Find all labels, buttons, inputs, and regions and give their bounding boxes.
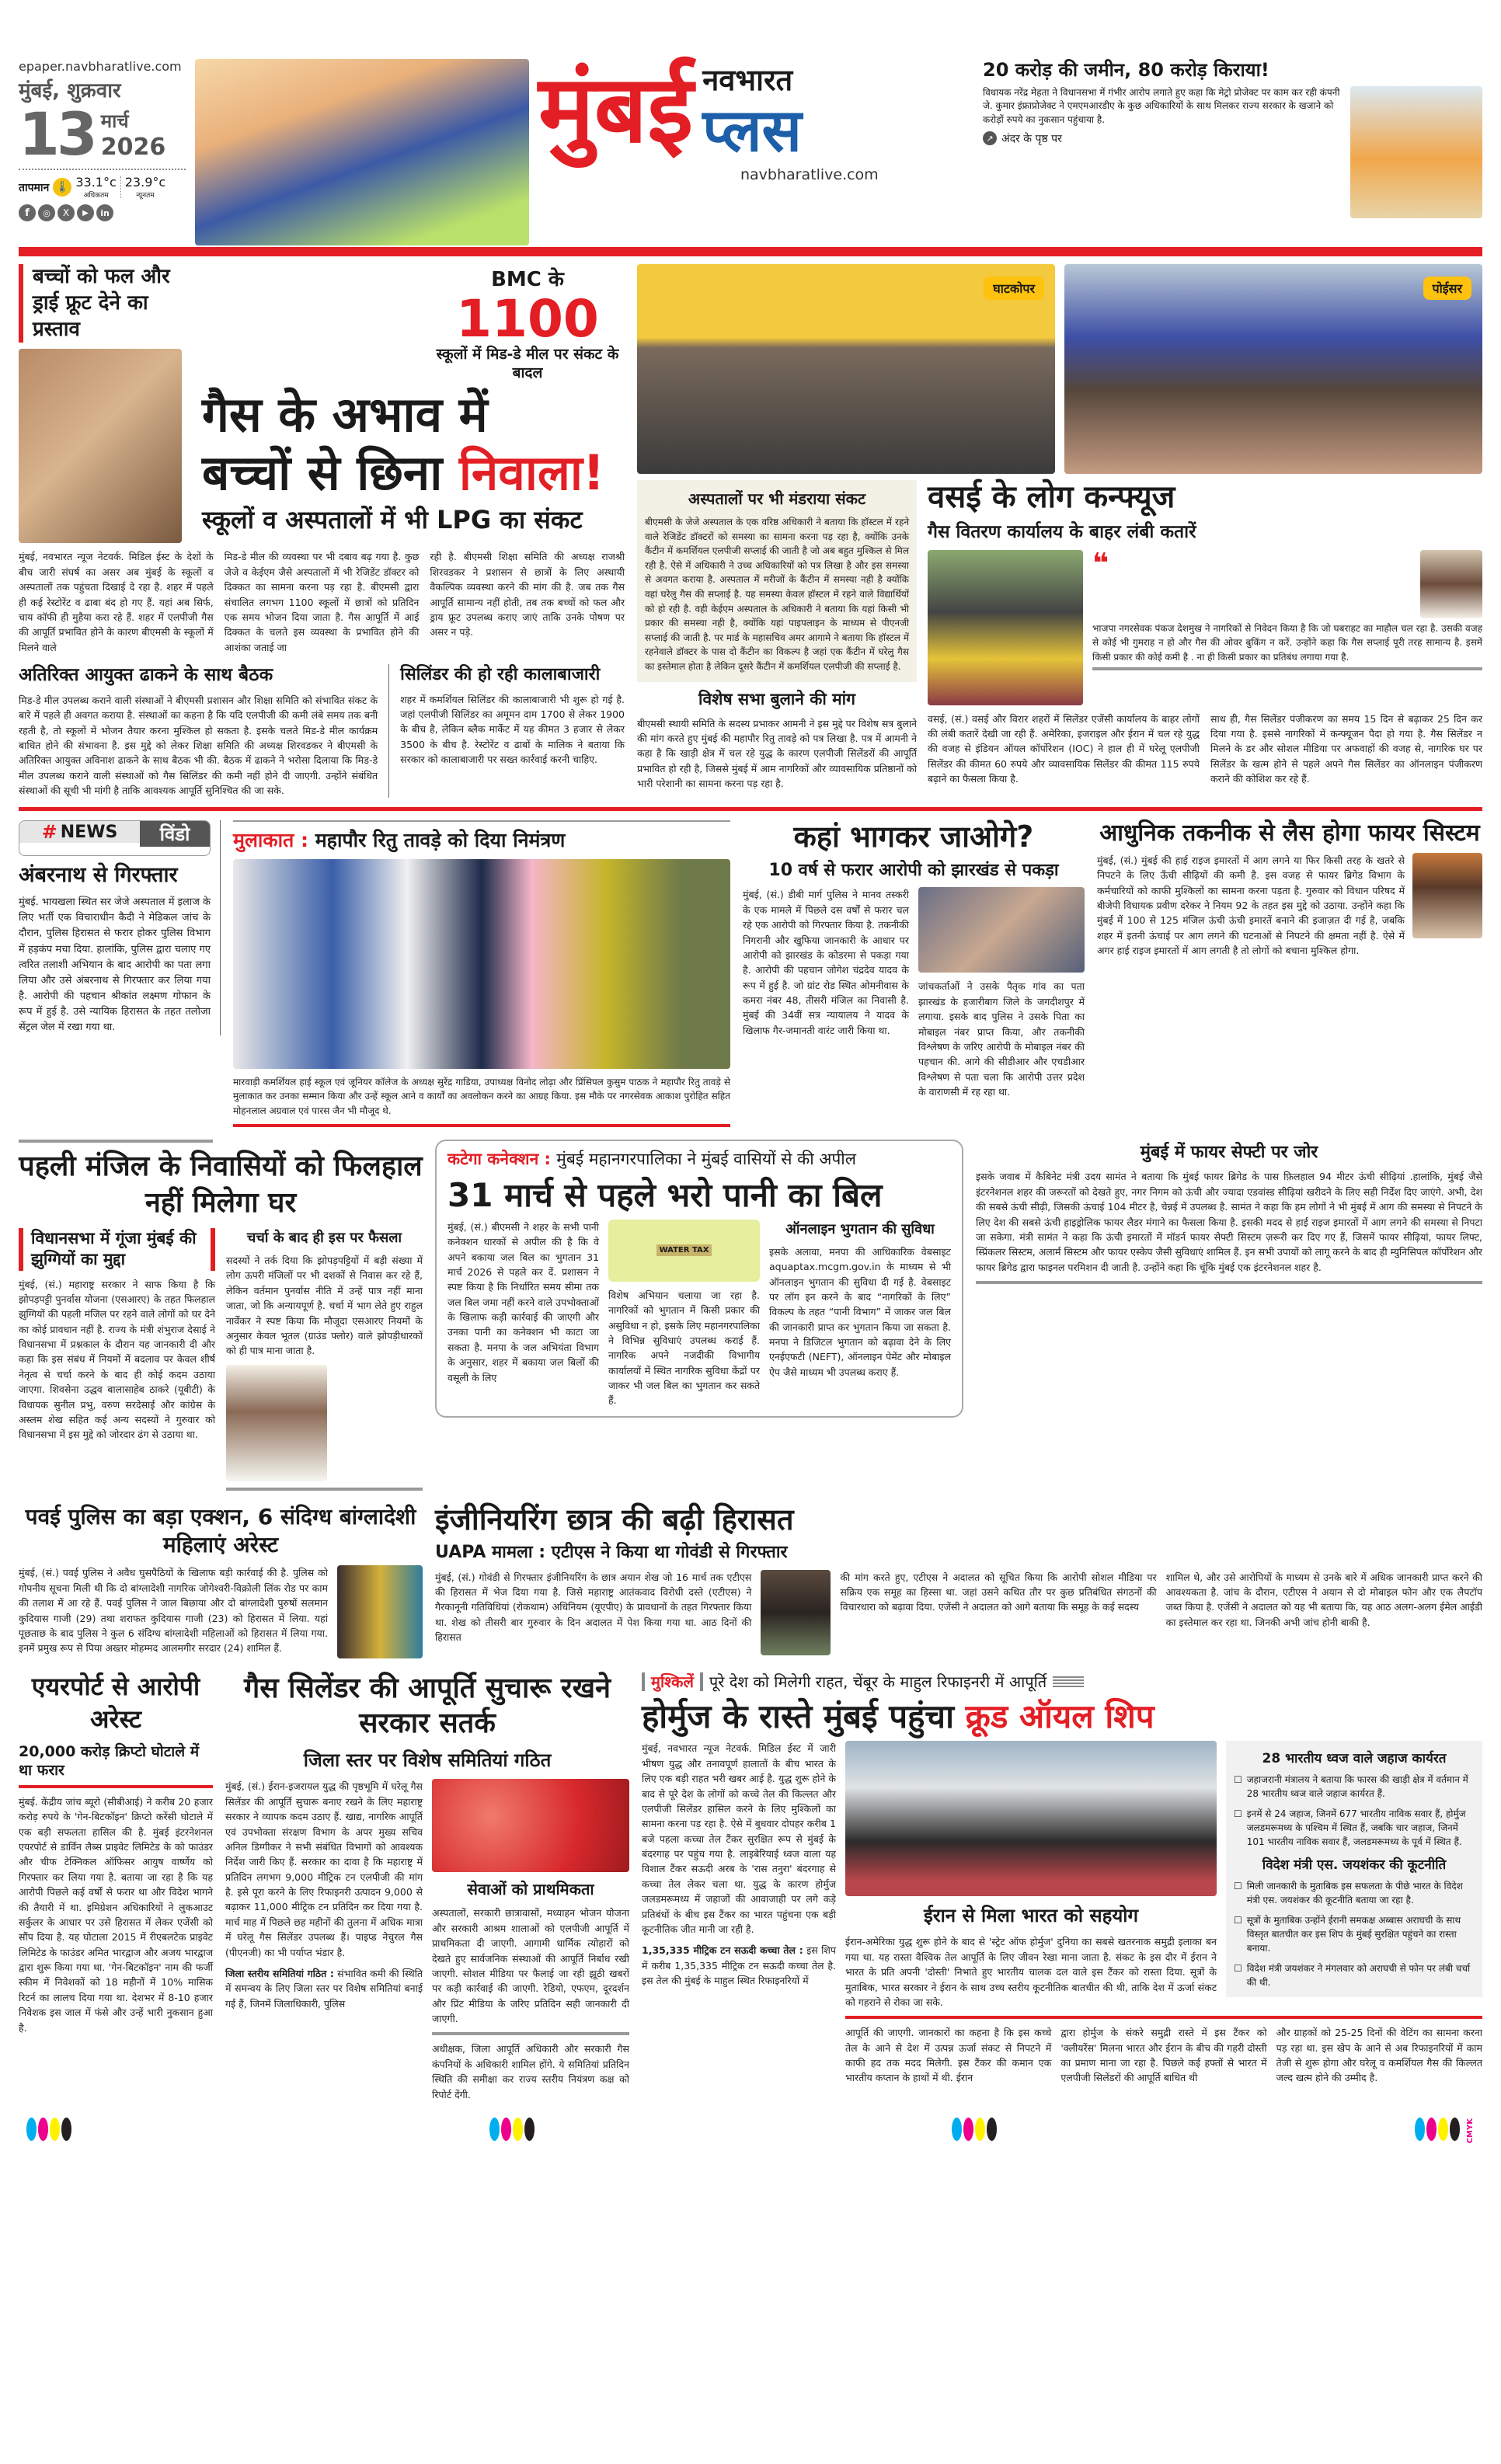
hormuz-text-5: और ग्राहकों को 25-25 दिनों की वेटिंग का सामना करना पड़ रहा था. इस खेप के आने से अब रिफाइनरियों में काम तेजी से शुरू होगा और घरेलू व कमर्शियल गैस की किल्लत जल्द खत्म होने की उम्मीद है. xyxy=(1276,2027,1482,2084)
fire-text: मुंबई, (सं.) मुंबई की हाई राइज इमारतों में आग लगने या फिर किसी तरह के खतरे से निपटने के लिए ऊँची सीढ़ियों की कमी है. इस वजह से फायर ब्रिगेड विभाग के कर्मचारियों को काफी मुश्किलों का सामना करना पड़ता है. गुरुवार को विधान परिषद में बीजेपी विधायक प्रवीण दरेकर ने नियम 92 के तहत इस मुद्दे को उठाया. उन्होंने कहा कि मुंबई में 100 से 125 मंजिल ऊंची ऊंची इमारतें बनाने की इजाज़त दी गई है, जबकि शहर में इतनी ऊंचाई पर आग लगने की घटनाओं से निपटने की क्षमता नहीं है. ऐसे में अगर हाई राइज इमारतों में आग लगती है तो लोगों को बचाना मुश्किल होगा. xyxy=(1097,854,1405,957)
hormuz-box-title-2: विदेश मंत्री एस. जयशंकर की कूटनीति xyxy=(1262,1857,1447,1874)
date-year: 2026 xyxy=(100,134,166,161)
checkbox-icon: ☐ xyxy=(1234,1915,1242,1926)
thermometer-icon: 🌡 xyxy=(53,178,71,197)
water-sub-text: इसके अलावा, मनपा की आधिकारिक वेबसाइट aquaptax.mcgm.gov.in के माध्यम से भी ऑनलाइन भुगतान की सुविधा दी गई है. वेबसाइट पर लॉग इन करने के बाद “नागरिकों के लिए” विकल्प के तहत “पानी विभाग” में जाकर जल बिल की जानकारी प्राप्त कर भुगतान किया जा सकता है. मनपा ने डिजिटल भुगतान को बढ़ावा देने के लिए एनईएफटी (NEFT), ऑनलाइन पेमेंट और मोबाइल ऐप जैसे माध्यम भी उपलब्ध कराए हैं. xyxy=(769,1245,951,1378)
hormuz-headline[interactable]: होर्मुज के रास्ते मुंबई पहुंचा क्रूड ऑयल शिप xyxy=(642,1697,1154,1736)
stripes-icon xyxy=(1053,1676,1084,1687)
cmyk-label: CMYK xyxy=(1465,2118,1475,2144)
facebook-icon[interactable]: f xyxy=(19,204,36,221)
hormuz-ship-sub: ईरान से मिला भारत को सहयोग xyxy=(923,1905,1139,1927)
ghatkopar-photo xyxy=(637,264,1055,474)
checkbox-icon: ☐ xyxy=(1234,1808,1242,1820)
bmc-post: स्कूलों में मिड-डे मील पर संकट के बादल xyxy=(436,346,619,382)
title-city: मुंबई xyxy=(538,55,694,164)
print-marks xyxy=(19,2118,1482,2159)
hormuz-kicker: मुश्किलें xyxy=(651,1672,694,1692)
cylinder-supply-text-3: अधीक्षक, जिला आपूर्ति अधिकारी और सरकारी गैस कंपनियों के अधिकारी शामिल होंगे. ये समितियां प्रतिदिन स्थिति की समीक्षा कर राज्य स्तरीय नियंत्रण कक्ष को रिपोर्ट देंगी. xyxy=(432,2043,629,2100)
lead-body-col-2: मिड-डे मील की व्यवस्था पर भी दबाव बढ़ गया है. कुछ जेजे व केईएम जैसे अस्पतालों में भी रेजिडेंट डॉक्टर को दिक्कत का सामना करना पड़ रहा है. बीएमसी द्वारा संचालित लगभग 1100 स्कूलों में छात्रों को प्रतिदिन एक समय भोजन दिया जाता है. गैस आपूर्ति में आई दिक्कत के चलते इस व्यवस्था के प्रभावित होने की आशंका जताई जा xyxy=(224,551,420,653)
crude-oil-ship-photo xyxy=(845,1741,1217,1896)
teaser-text: विधायक नरेंद्र मेहता ने विधानसभा में गंभीर आरोप लगाते हुए कहा कि मेट्रो प्रोजेक्ट पर काम कर रही कंपनी जे. कुमार इंफ्राप्रोजेक्ट ने एमएमआरडीए के कुछ अधिकारियों के साथ मिलकर राज्य सरकार के खजाने को करोड़ों रुपये का नुकसान पहुंचाया है. xyxy=(983,86,1340,125)
poisar-photo xyxy=(1064,264,1482,474)
hormuz-kicker-line xyxy=(642,1671,1482,1692)
bmc-number: 1100 xyxy=(456,289,599,349)
photo-label-poisar: पोईसर xyxy=(1423,277,1471,300)
cylinder-supply-text-2: जिला स्तरीय समितियां गठित : संभावित कमी की स्थिति में समन्वय के लिए जिला स्तर पर विशेष समितियां बनाई गई हैं, जिनमें जिलाधिकारी, पुलिस xyxy=(225,1967,423,2010)
lead-sidebox xyxy=(19,264,190,343)
cmyk-marks-3 xyxy=(952,2118,998,2144)
powai-headline[interactable]: पवई पुलिस का बड़ा एक्शन, 6 संदिग्ध बांग्लादेशी महिलाएं अरेस्ट xyxy=(25,1503,416,1558)
vasai-rule xyxy=(1092,667,1482,670)
jharkhand xyxy=(743,820,1085,1099)
bmc-pre: BMC के xyxy=(491,268,564,291)
pravin-darekar-photo xyxy=(1412,853,1482,938)
brand-top: नवभारत xyxy=(702,63,793,97)
powai xyxy=(19,1503,423,1659)
water-tap-illustration xyxy=(608,1220,760,1282)
lead-body-col-1: मुंबई, नवभारत न्यूज नेटवर्क. मिडिल ईस्ट के देशों के बीच जारी संघर्ष का असर अब मुंबई के स्कूलों व अस्पतालों तक पहुंचता दिखाई दे रहा है. शहर में पहले ही कई रेस्टोरेंट व ढाबा बंद हो गए हैं. यहां अब सिर्फ, चाय कॉफी ही मुहैया करा रहे हैं. शहर में एलपीजी गैस की आपूर्ति प्रभावित होने के कारण बीएमसी के स्कूलों में मिलने वाले xyxy=(19,551,214,653)
legislator-photo xyxy=(226,1365,327,1481)
arrow-icon: ↗ xyxy=(983,131,997,145)
lead-section xyxy=(19,264,1482,798)
date-block xyxy=(19,59,186,221)
slum-bottom-rule xyxy=(226,1488,423,1491)
blackmarket-title: सिलिंडर की हो रही कालाबाजारी xyxy=(400,665,601,685)
lead-headline-highlight: निवाला! xyxy=(458,444,605,502)
fire-sub-title: मुंबई में फायर सेफ्टी पर जोर xyxy=(1140,1143,1318,1163)
date-day: 13 xyxy=(19,99,95,169)
lead-right xyxy=(637,264,1482,791)
hormuz-box2-item-3: ☐ विदेश मंत्री जयशंकर ने मंगलवार को अराघची से फोन पर लंबी चर्चा की थी. xyxy=(1234,1963,1471,1989)
metro-cartoon xyxy=(1350,86,1482,218)
news-window-text: मुंबई. भायखला स्थित सर जेजे अस्पताल में इलाज के लिए भर्ती एक विचाराधीन कैदी ने मेडिकल जांच के दौरान, पुलिस हिरासत से फरार होकर पुलिस विभाग में हड़कंप मचा दिया. हालांकि, पुलिस द्वारा चलाए गए त्वरित तलाशी अभियान के बाद आरोपी का पता लगा लिया और उसे अंबरनाथ से गिरफ्तार कर लिया गया है. आरोपी की पहचान श्रीकांत लक्ष्मण गोफान के रूप में हुई है. उसे न्यायिक हिरासत के तहत तलोजा सेंट्रल जेल में रखा गया था. xyxy=(19,896,211,1034)
special-session-text: बीएमसी स्थायी समिति के सदस्य प्रभाकर आमनी ने इस मुद्दे पर विशेष सत्र बुलाने की मांग करते हुए मुंबई की महापौर रितु तावड़े को पत्र लिखा है. पत्र में आमनी ने कहा है कि खाड़ी क्षेत्र में चल रहे युद्ध के कारण एलपीजी सिलेंडरों की आपूर्ति प्रभावित हो रही है, जिससे मुंबई में आम नागरिकों और व्यावसायिक प्रतिष्ठानों को भारी परेशानी का सामना करना पड़ रहा है. xyxy=(637,717,917,790)
hormuz-box-title: 28 भारतीय ध्वज वाले जहाज कार्यरत xyxy=(1262,1751,1447,1767)
water-sub-title: ऑनलाइन भुगतान की सुविधा xyxy=(785,1220,935,1237)
hormuz-text-3: आपूर्ति की जाएगी. जानकारों का कहना है कि इस कच्चे तेल के आने से देश में उत्पन्न ऊर्जा संकट से निपटने में काफी हद तक मदद मिलेगी. इस टैंकर की कमान एक भारतीय कप्तान के हाथों में थी. ईरान xyxy=(845,2027,1052,2084)
cylinder-supply-headline[interactable]: गैस सिलेंडर की आपूर्ति सुचारू रखने सरकार सतर्क xyxy=(243,1672,611,1740)
cmyk-marks-2 xyxy=(489,2118,536,2144)
midday-meal-illustration xyxy=(195,59,529,245)
social-icons xyxy=(19,204,186,221)
engineering-subhead: UAPA मामला : एटीएस ने किया था गोवंडी से गिरफ्तार xyxy=(435,1543,788,1563)
hospitals-box xyxy=(637,480,917,682)
vasai-queue-photo xyxy=(928,550,1083,705)
mulakat-kicker: मुलाकात : xyxy=(233,829,309,852)
cylinder-supply-rule xyxy=(432,2032,629,2035)
engineering-headline[interactable]: इंजीनियरिंग छात्र की बढ़ी हिरासत xyxy=(435,1502,794,1537)
ayan-shaikh-photo xyxy=(761,1570,831,1655)
slum-text-2: सदस्यों ने तर्क दिया कि झोपड़पट्टियों में बड़ी संख्या में लोग ऊपरी मंजिलों पर भी दशकों से निवास कर रहे हैं, लेकिन वर्तमान पुनर्वास नीति में उन्हें पात्र नहीं माना जाता, जो कि अन्यायपूर्ण है. चर्चा में भाग लेते हुए राहुल नार्वेकर ने स्पष्ट किया कि मौजूदा एसआरए नियमों के अनुसार केवल भूतल (ग्राउंड फ्लोर) वाले झोपड़ीधारकों को ही पात्र माना जाता है. xyxy=(226,1255,423,1357)
mulakat-rule xyxy=(233,1124,730,1127)
vasai-subhead: गैस वितरण कार्यालय के बाहर लंबी कतारें xyxy=(928,521,1196,542)
powai-text: मुंबई, (सं.) पवई पुलिस ने अवैध घुसपैठियों के खिलाफ बड़ी कार्रवाई की है. पुलिस को गोपनीय सूचना मिली थी कि दो बांग्लादेशी नागरिक जोगेश्वरी-विक्रोली लिंक रोड पर काम की तलाश में आ रहे हैं. पवई पुलिस ने जाल बिछाया और दो बांग्लादेशी पुरुषों सलमान कुदियास गाजी (29) तथा शराफत कुदियास गाजी (23) को हिरासत में लिया. यहां पूछताछ के बाद पुलिस ने कुल 6 संदिग्ध बांग्लादेशी महिलाओं को हिरासत में लिया गया. इनमें प्रमुख रूप से पिया अख्तर मोहम्मद आलमगीर सरदार (24) शामिल हैं. xyxy=(19,1567,328,1655)
hormuz xyxy=(642,1671,1482,2085)
x-icon[interactable]: X xyxy=(57,204,75,221)
title-block xyxy=(538,55,973,183)
temperature xyxy=(19,175,186,200)
pankaj-deshmukh-photo xyxy=(1420,550,1482,618)
site-url[interactable]: epaper.navbharatlive.com xyxy=(19,59,182,74)
fire xyxy=(1097,820,1482,958)
checkbox-icon: ☐ xyxy=(1234,1774,1242,1786)
badge-news: NEWS xyxy=(60,822,118,842)
temp-min-label: न्यूनतम xyxy=(136,192,155,200)
site-name[interactable]: navbharatlive.com xyxy=(740,165,879,183)
jharkhand-text-1: मुंबई, (सं.) डीबी मार्ग पुलिस ने मानव तस्करी के एक मामले में पिछले दस वर्षों से फरार चल रहे एक आरोपी को गिरफ्तार किया है. तकनीकी निगरानी और खुफिया जानकारी के आधार पर आरोपी को झारखंड के कोडरमा से पकड़ा गया है. आरोपी की पहचान जोगेश चंद्रदेव यादव के रूप में हुई है. जो ग्रांट रोड स्थित ओमनीवास के कमरा नंबर 48, तीसरी मंजिल का निवासी है. मुंबई की 34वीं सत्र न्यायालय ने यादव के खिलाफ गैर-जमानती वारंट जारी किया था. xyxy=(743,889,909,1036)
jharkhand-subhead: 10 वर्ष से फरार आरोपी को झारखंड से पकड़ा xyxy=(768,860,1059,880)
lead-sidebox-text: बच्चों को फल और ड्राई फ्रूट देने का प्रस्ताव xyxy=(33,265,170,341)
row-5 xyxy=(19,1671,1482,2102)
hormuz-text-2: 1,35,335 मीट्रिक टन सऊदी कच्चा तेल : इस शिप में करीब 1,35,335 मीट्रिक टन सऊदी कच्चा तेल है. इस तेल की मुंबई के माहुल स्थित रिफाइनरियों में xyxy=(642,1944,836,1987)
cylinder-supply-subhead: जिला स्तर पर विशेष समितियां गठित xyxy=(303,1749,552,1772)
fire-headline[interactable]: आधुनिक तकनीक से लैस होगा फायर सिस्टम xyxy=(1099,820,1480,847)
blackmarket-text: शहर में कमर्शियल सिलिंडर की कालाबाजारी भी शुरू हो गई है. जहां एलपीजी सिलिंडर का अमूमन दाम 1700 से लेकर 1900 के बीच है, लेकिन ब्लैक मार्केट में यह कीमत 3 हजार से लेकर 3500 के बीच है. रेस्टोरेंट व ढाबों के मालिक ने बताया कि सरकार को कालाबाजारी पर सख्त कार्रवाई करनी चाहिए. xyxy=(400,693,625,766)
quote-icon: ❝ xyxy=(1092,547,1109,579)
jharkhand-text-2: जांचकर्ताओं ने उसके पैतृक गांव का पता झारखंड के हजारीबाग जिले के जगदीशपुर में लगाया. इसके बाद पुलिस ने उसके पिता का मोबाइल नंबर प्राप्त किया, और तकनीकी विश्लेषण के जरिए आरोपी के मोबाइल नंबर की पहचान की. आगे की सीडीआर और एचडीआर विश्लेषण से पता चला कि आरोपी उत्तर प्रदेश के वाराणसी में रह रहा था. xyxy=(918,980,1085,1098)
mulakat-photo xyxy=(233,859,730,1069)
lead-body-col-3: रही है. बीएमसी शिक्षा समिति की अध्यक्ष राजश्री शिरवडकर ने प्रशासन से छात्रों के लिए अस्थायी वैकल्पिक व्यवस्था करने की मांग की है. जब तक गैस आपूर्ति सामान्य नहीं होती, तब तक बच्चों को फल और ड्राय फ्रूट उपलब्ध कराए जाएं ताकि उनके पोषण पर असर न पड़े. xyxy=(430,551,625,639)
airport xyxy=(19,1671,213,2035)
vasai-body-1: वसई, (सं.) वसई और विरार शहरों में सिलेंडर एजेंसी कार्यालय के बाहर लोगों की लंबी कतारें देखी जा रही हैं. अमेरिका, इजराइल और ईरान में चल रहे युद्ध की वजह से इंडियन ऑयल कॉर्पोरेशन (IOC) ने हाल ही में घरेलू एलपीजी सिलेंडर की कीमत 60 रुपये और व्यावसायिक सिलेंडर की कीमत 115 रुपये बढ़ाने का फैसला किया है. xyxy=(928,712,1200,785)
engineering-text-1: मुंबई, (सं.) गोवंडी से गिरफ्तार इंजीनियरिंग के छात्र अयान शेख जो 16 मार्च तक एटीएस की हिरासत में भेज दिया गया है. जिसे महाराष्ट्र आतंकवाद विरोधी दस्ते (एटीएस) ने गैरकानूनी गतिविधियां (रोकथाम) अधिनियम (यूएपीए) के प्रावधानों के तहत गिरफ्तार किया था. शेख को तीसरी बार गुरुवार के दिन अदालत में पेश किया गया था. आठ दिनों की हिरासत xyxy=(435,1571,752,1644)
photo-label-ghatkopar: घाटकोपर xyxy=(984,277,1044,300)
masthead xyxy=(19,0,1482,256)
hormuz-box2-item-1: ☐ मिली जानकारी के मुताबिक इस सफलता के पीछे भारत के विदेश मंत्री एस. जयशंकर की कूटनीति बताया जा रहा है. xyxy=(1234,1881,1463,1906)
hormuz-headline-highlight: क्रूड ऑयल शिप xyxy=(965,1697,1154,1736)
meeting-title: अतिरिक्त आयुक्त ढाकने के साथ बैठक xyxy=(19,665,273,686)
airport-text: मुंबई. केंद्रीय जांच ब्यूरो (सीबीआई) ने करीब 20 हजार करोड़ रुपये के 'गेन-बिटकॉइन' क्रिप्टो करेंसी घोटाले में एक बड़ी सफलता हासिल की है. मुंबई इंटरनेशनल एयरपोर्ट से डार्विन लैब्स प्राइवेट लिमिटेड के को फाउंडर और चीफ टेक्निकल ऑफिसर आयुष वार्ष्णेय को गिरफ्तार कर लिया गया है. बताया जा रहा है कि यह आरोपी पिछले कई वर्षों से फरार था और विदेश भागने की तैयारी में था. इमिग्रेशन अधिकारियों ने लुकआउट सर्कुलर के आधार पर उसे हिरासत में लेकर एजेंसी को सौंप दिया है. यह घोटाला 2015 में रीएबलटेक प्राइवेट लिमिटेड के फाउंडर अमित भारद्वाज और अजय भारद्वाज द्वारा शुरू किया गया था. 'गेन-बिटकॉइन' नाम की फर्जी स्कीम में निवेशकों को 18 महीनों में 10% मासिक रिटर्न का लालच दिया गया था. देशभर में 8-10 हजार निवेशक इस जाल में फंसे और उन्हें भारी नुकसान हुआ है. xyxy=(19,1795,213,2034)
hospitals-title: अस्पतालों पर भी मंडराया संकट xyxy=(688,489,866,508)
checkbox-icon: ☐ xyxy=(1234,1963,1242,1975)
news-window-badge xyxy=(19,820,211,856)
hormuz-box-item-2: ☐ इनमें से 24 जहाज, जिनमें 677 भारतीय नाविक सवार हैं, होर्मुज जलडमरूमध्य के पश्चिम में स्थित हैं, जबकि चार जहाज, जिनमें 101 भारतीय नाविक सवार हैं, जलडमरूमध्य के पूर्व में स्थित हैं. xyxy=(1234,1808,1466,1848)
news-window xyxy=(19,820,221,1035)
vasai-headline[interactable]: वसई के लोग कन्फ्यूज xyxy=(928,479,1175,515)
cylinder-supply-text-1: मुंबई, (सं.) ईरान-इजरायल युद्ध की पृष्ठभूमि में घरेलू गैस सिलेंडर की आपूर्ति सुचारू बनाए रखने के लिए महाराष्ट्र सरकार ने व्यापक कदम उठाए हैं. खाद्य, नागरिक आपूर्ति एवं उपभोक्ता संरक्षण विभाग के अपर मुख्य सचिव अनिल डिग्गीकर ने सभी संबंधित विभागों को आवश्यक निर्देश जारी किए हैं. सरकार का दावा है कि महाराष्ट्र में प्रतिदिन लगभग 9,000 मीट्रिक टन एलपीजी की मांग है. इसे पूरा करने के लिए रिफाइनरी उत्पादन 9,000 से बढ़ाकर 11,000 मीट्रिक टन प्रतिदिन कर दिया गया है. मार्च माह में पिछले छह महीनों की तुलना में अधिक मात्रा में घरेलू गैस सिलेंडर उपलब्ध हैं। पाइप्ड नेचुरल गैस (पीएनजी) का भी पर्याप्त भंडार है. xyxy=(225,1780,423,1958)
cmyk-marks-4 xyxy=(1415,2118,1461,2144)
checkbox-icon: ☐ xyxy=(1234,1881,1242,1892)
lead-story xyxy=(19,264,625,798)
temp-max: 33.1°c xyxy=(75,175,117,190)
mulakat xyxy=(233,820,730,1127)
temp-max-label: अधिकतम xyxy=(83,192,109,200)
lead-headline-1[interactable]: गैस के अभाव में xyxy=(202,385,488,443)
fire-sub-text: इसके जवाब में कैबिनेट मंत्री उदय सामंत ने बताया कि मुंबई फायर ब्रिगेड के पास फ़िलहाल 94 मीटर ऊंची सीढ़ियां .हालांकि, मुंबई जैसे इंटरनेशनल शहर की जरूरतों को देखते हुए, नगर निगम को ऊंची और ज्यादा एडवांस्ड सीढ़ियां खरीदने के लिए सही निर्देश दिए जाएंगे. अभी, देश की सबसे ऊंची सीढ़ी, जिसकी ऊंचाई 104 मीटर है, चेन्नई में उपलब्ध है. सामंत ने कहा कि हम लोगों ने भी मुंबई में आग की समस्या से निपटने के लिए देश की सबसे ऊंची हाइड्रोलिक फायर लैडर मंगाने का फैसला किया है. इसकी मदद से हाई राइज इमारतों में आग लगने की समस्या से निपटा जा सकेगा. मंत्री सामंत ने कहा कि ऊंची इमारतों में मॉडर्न फायर सेफ्टी सिस्टम ज़रूरी कर दिए गए हैं, जिसमें फायर सीढ़ियां, फायर लिफ्ट, स्प्रिंकलर सिस्टम, अलार्म सिस्टम और फायर एस्केप जैसी सुविधाएं शामिल हैं. इन सभी उपायों को लागू करने के बाद ही म्युनिसिपल कॉर्पोरेशन और फायर ब्रिगेड द्वारा फाइनल परमिशन दी जाती है. उन्होंने कहा कि चूंकि मुंबई एक इंटरनेशनल शहर है. xyxy=(976,1171,1482,1273)
slum-text-1: मुंबई, (सं.) महाराष्ट्र सरकार ने साफ किया है कि झोपड़पट्टी पुनर्वास योजना (एसआरए) के तहत फिलहाल झुग्गियों की पहली मंजिल पर रहने वाले लोगों को घर देने का कोई प्रावधान नहीं है. राज्य के मंत्री शंभुराज देसाई ने विधानसभा में प्रश्नकाल के दौरान यह जानकारी दी और कहा कि इस संबंध में नियमों में बदलाव पर केवल शीर्ष नेतृत्व से चर्चा करने के बाद ही कोई कदम उठाया जाएगा. शिवसेना उद्धव बालासाहेब ठाकरे (यूबीटी) के विधायक सुनील प्रभु, वरुण सरदेसाई और कांग्रेस के अस्लम शेख सहित कई अन्य सदस्यों ने गुरुवार को विधानसभा में इस मुद्दे को जोरदार ढंग से उठाया था. xyxy=(19,1278,215,1441)
vasai-body-2: साथ ही, गैस सिलेंडर पंजीकरण का समय 15 दिन से बढ़ाकर 25 दिन कर दिया गया है. इससे नागरिकों में कन्फ्यूजन पैदा हो गया है. गैस सिलेंडर न मिलने के डर और सोशल मीडिया पर अफवाहों की वजह से, नागरिक घर पर सिलेंडर के खत्म होने से पहले अपने गैस सिलेंडर का ऑनलाइन पंजीकरण कराने की कोशिश कर रहे हैं. xyxy=(1210,712,1482,785)
handcuffs-photo xyxy=(918,887,1085,973)
water-text-2: विशेष अभियान चलाया जा रहा है. नागरिकों को भुगतान में किसी प्रकार की असुविधा न हो, इसके लिए महानगरपालिका ने विभिन्न सुविधाएं उपलब्ध कराई हैं. नागरिक अपने नजदीकी विभागीय कार्यालयों में स्थित नागरिक सुविधा केंद्रों पर जाकर भी जल बिल का भुगतान कर सकते हैं. xyxy=(608,1289,760,1407)
temp-min: 23.9°c xyxy=(124,175,166,190)
cylinder-supply-sub-text: अस्पतालों, सरकारी छात्रावासों, मध्याहन भोजन योजना और सरकारी आश्रम शालाओं को एलपीजी आपूर्ति में प्राथमिकता दी जाएगी. आगामी धार्मिक त्योहारों को देखते हुए सार्वजनिक संस्थाओं की आपूर्ति निर्बाध रखी जाएगी. सोशल मीडिया पर फैलाई जा रही झूठी खबरों पर कड़ी कार्रवाई की जाएगी. रेडियो, एफएम, दूरदर्शन और प्रिंट मीडिया के जरिए प्रतिदिन सही जानकारी दी जाएगी. xyxy=(432,1907,629,2025)
bmc-callout xyxy=(430,264,625,383)
date-month: मार्च xyxy=(100,110,129,132)
hormuz-kicker-rest: पूरे देश को मिलेगी राहत, चेंबूर के माहुल रिफाइनरी में आपूर्ति xyxy=(709,1672,1047,1692)
jharkhand-headline[interactable]: कहां भागकर जाओगे? xyxy=(793,820,1034,854)
city-day: मुंबई, शुक्रवार xyxy=(19,79,121,103)
meeting-text: मिड-डे मील उपलब्ध कराने वाली संस्थाओं ने बीएमसी प्रशासन और शिक्षा समिति को संभावित संकट के बारे में पहले ही अवगत कराया है. संस्थाओं का कहना है कि यदि एलपीजी की कमी लंबे समय तक बनी रहती है, तो स्कूलों में भोजन तैयार करना मुश्किल हो सकता है. इसके चलते मिड-डे मील कार्यक्रम बाधित होने की संभावना है. इस मुद्दे को लेकर शिक्षा समिति की अध्यक्ष शिरवडकर ने बीएमसी के अतिरिक्त आयुक्त अविनाश ढाकने के साथ बैठक भी की. बैठक में ढाकने ने भरोसा दिलाया कि मिड-डे मील उपलब्ध कराने वाली संस्थाओं को गैस सिलिंडर की कमी नहीं होने दी जाएगी. उन्होंने संबंधित संस्थाओं की सूची भी मांगी है ताकि आवश्यक आपूर्ति सुनिश्चित की जा सके. xyxy=(19,694,378,797)
hormuz-info-box xyxy=(1226,1741,1482,1997)
hormuz-box-item-1: ☐ जहाजरानी मंत्रालय ने बताया कि फारस की खाड़ी क्षेत्र में वर्तमान में 28 भारतीय ध्वज वाले जहाज कार्यरत हैं. xyxy=(1234,1774,1468,1800)
cylinders-photo xyxy=(432,1779,629,1872)
section-rule-1 xyxy=(19,807,1482,811)
airport-headline[interactable]: एयरपोर्ट से आरोपी अरेस्ट xyxy=(31,1672,200,1735)
linkedin-icon[interactable]: in xyxy=(96,204,113,221)
water-text-1: मुंबई, (सं.) बीएमसी ने शहर के सभी पानी कनेक्शन धारकों से अपील की है कि वे अपने बकाया जल बिल का भुगतान 31 मार्च 2026 से पहले कर दें. प्रशासन ने स्पष्ट किया है कि निर्धारित समय सीमा तक जल बिल जमा नहीं करने वाले उपभोक्ताओं के खिलाफ कड़ी कार्रवाई की जाएगी और उनका पानी का कनेक्शन भी काटा जा सकता है. मनपा के जल अभियंता विभाग के अनुसार, शहर में बकाया जल बिलों की वसूली के लिए xyxy=(448,1220,599,1383)
water-kicker: कटेगा कनेक्शन : xyxy=(448,1150,551,1169)
fire-safety xyxy=(976,1140,1482,1284)
water-tax-tag: WATER TAX xyxy=(656,1244,712,1256)
temperature-label: तापमान xyxy=(19,181,50,194)
lead-headline-2[interactable]: बच्चों से छिना निवाला! xyxy=(202,444,605,502)
row-4 xyxy=(19,1503,1482,1659)
engineering-text-2: की मांग करते हुए, एटीएस ने अदालत को सूचित किया कि आरोपी सोशल मीडिया पर सक्रिय एक समूह का हिस्सा था. जहां उसने कथित तौर पर कुछ प्रतिबंधित संगठनों की विचारधारा को बढ़ावा दिया. एजेंसी ने अदालत को आगे बताया कि समूह के कई सदस्य xyxy=(840,1571,1157,1613)
engineering-text-3: शामिल थे, और उसे आरोपियों के माध्यम से उनके बारे में अधिक जानकारी प्राप्त करने की आवश्यकता है. जांच के दौरान, एटीएस ने अयान से दो मोबाइल फोन और एक लैपटॉप जब्त किया है. एजेंसी ने अदालत को यह भी बताया कि, यह आठ अलग-अलग ईमेल आईडी का इस्तेमाल कर रहा था. जिनकी अभी जांच होनी बाकी है. xyxy=(1165,1571,1482,1628)
special-session-title: विशेष सभा बुलाने की मांग xyxy=(698,689,855,708)
slum-top-rule xyxy=(19,1140,213,1143)
slum-headline[interactable]: पहली मंजिल के निवासियों को फिलहाल नहीं मिलेगा घर xyxy=(19,1150,423,1220)
hormuz-text-1: मुंबई, नवभारत न्यूज नेटवर्क. मिडिल ईस्ट में जारी भीषण युद्ध और तनावपूर्ण हालातों के बीच भारत के लिए एक बड़ी राहत भरी खबर आई है. युद्ध शुरू होने के बाद से पूरे देश के लोगों को कच्चे तेल की किल्लत और एलपीजी सिलेंडर हासिल करने के लिए मुश्किलों का सामना करना पड़ रहा है. ऐसे में बुधवार दोपहर करीब 1 बजे पहला कच्चा तेल टैंकर सुरक्षित रूप से मुंबई के बंदरगाह पर पहुंच गया है. लाइबेरियाई ध्वज वाला यह विशाल टैंकर सऊदी अरब के 'रास तनुरा' बंदरगाह से कच्चा तेल लेकर चला था. युद्ध के कारण होर्मुज जलडमरूमध्य में जहाजों की आवाजाही पर लगे कड़े प्रतिबंधों के बीच इस टैंकर का भारत पहुंचना एक बड़ी कूटनीतिक जीत मानी जा रही है. xyxy=(642,1742,836,1935)
airport-side-head: 20,000 करोड़ क्रिप्टो घोटाले में था फरार xyxy=(19,1742,213,1788)
mulakat-caption: मारवाड़ी कमर्शियल हाई स्कूल एवं जूनियर कॉलेज के अध्यक्ष सुरेंद्र गाडिया, उपाध्यक्ष विनोद लोढ़ा और प्रिंसिपल कुसुम पाठक ने महापौर रितु तावड़े से मुलाकात कर उनका सम्मान किया और उन्हें स्कूल आने व कार्यों का अवलोकन करने का आग्रह किया. इस मौके पर नगरसेवक आकाश पुरोहित सहित मोहनलाल अग्रवाल एवं पारस जैन भी मौजूद थे. xyxy=(233,1076,730,1116)
slum xyxy=(19,1140,423,1490)
news-window-headline[interactable]: अंबरनाथ से गिरफ्तार xyxy=(19,863,178,888)
teaser-headline[interactable]: 20 करोड़ की जमीन, 80 करोड़ किराया! xyxy=(983,59,1269,81)
hormuz-rule xyxy=(845,2016,1482,2019)
lead-subhead: स्कूलों व अस्पतालों में भी LPG का संकट xyxy=(202,504,583,534)
column-divider xyxy=(388,664,389,798)
water-kicker-line: कटेगा कनेक्शन : मुंबई महानगरपालिका ने मुंबई वासियों से की अपील xyxy=(448,1150,856,1169)
hormuz-text-4: द्वारा होर्मुज के संकरे समुद्री रास्ते में इस टैंकर को 'क्लीयरेंस' मिलना भारत और ईरान के बीच की गहरी दोस्ती का प्रमाण माना जा रहा है. पिछले कई हफ्तों से भारत में एलपीजी सिलेंडरों की आपूर्ति बाधित थी xyxy=(1060,2027,1267,2084)
youtube-icon[interactable]: ▶ xyxy=(77,204,94,221)
badge-window: विंडो xyxy=(140,821,210,847)
engineering xyxy=(435,1503,1482,1655)
cylinder-supply xyxy=(225,1671,629,2102)
date-divider xyxy=(19,169,186,170)
instagram-icon[interactable]: ◎ xyxy=(38,204,55,221)
mulakat-headline[interactable]: मुलाकात : महापौर रितु तावड़े को दिया निमंत्रण xyxy=(233,829,566,852)
slum-sub-title: चर्चा के बाद ही इस पर फैसला xyxy=(246,1230,402,1247)
arrested-women-photo xyxy=(337,1565,423,1658)
cmyk-marks-1 xyxy=(26,2118,73,2144)
teaser xyxy=(983,59,1482,218)
brand-bottom: प्लस xyxy=(702,96,802,165)
row-3 xyxy=(19,1140,1482,1490)
hospitals-text: बीएमसी के जेजे अस्पताल के एक वरिष्ठ अधिकारी ने बताया कि हॉस्टल में रहने वाले रेजिडेंट डॉक्टरों को समस्या का सामना करना पड़ रहा है, क्योंकि उनके कैंटीन में कमर्शियल एलपीजी सप्लाई की जाती है जो अब बहुत मुश्किल से मिल रही है. ऐसे में अधिकारी ने उच्च अधिकारियों को पत्र लिखा है और इस समस्या से अवगत कराया है. अस्पताल में मरीजों के कैंटीन में समस्या नही है क्योंकि वहां घरेलु गैस की सप्लाई है. यह समस्या केवल हॉस्टल में रहने वाले विद्यार्थियों को हो रही है. वही केईएम अस्पताल के अधिकारी ने बताया कि यहां किसी भी प्रकार की समस्या नही है, क्योंकि यहां पाइपलाइन के माध्यम से पीएनजी सप्लाई की जाती है. पर मार्ड के महासचिव अमर आगामे ने बताया कि हॉस्टल में रहनेवाले डॉक्टर के पास दो कैंटीन का विकल्प है जहां एक कैंटीन में घरेलु गैस का इस्तेमाल होता है लेकिन दूसरे कैंटीन में कमर्शियल एलपीजी की सप्लाई है. xyxy=(645,517,909,672)
water-headline[interactable]: 31 मार्च से पहले भरो पानी का बिल xyxy=(448,1175,883,1214)
hash-icon: # xyxy=(41,821,57,844)
slum-sidebox xyxy=(19,1228,215,1271)
row-2 xyxy=(19,820,1482,1127)
hormuz-box2-item-2: ☐ सूत्रों के मुताबिक उन्होंने ईरानी समकक्ष अब्बास अराघची के साथ विस्तृत बातचीत कर इस शिप के मुंबई सुरक्षित पहुंचने का रास्ता बनाया. xyxy=(1234,1915,1461,1954)
fire-rule xyxy=(976,1281,1482,1284)
jj-hospital-photo xyxy=(19,349,182,543)
water xyxy=(435,1140,963,1417)
slum-sidebox-text: विधानसभा में गूंजा मुंबई की झुग्गियों का मुद्दा xyxy=(31,1229,197,1269)
hormuz-ship-text: ईरान-अमेरिका युद्ध शुरू होने के बाद से 'स्ट्रेट ऑफ होर्मुज' दुनिया का सबसे खतरनाक समुद्री इलाका बन गया था. यह रास्ता वैश्विक तेल आपूर्ति के लिए जीवन रेखा माना जाता है. संकट के इस दौर में ईरान ने भारत के प्रति अपनी 'दोस्ती' निभाते हुए भारतीय चालक दल वाले इस टैंकर को रास्ता दिया. सूत्रों के मुताबिक, भारत सरकार ने ईरान के साथ उच्च स्तरीय कूटनीतिक बातचीत की थी, ताकि देश में ऊर्जा संकट को गहराने से रोका जा सके. xyxy=(845,1936,1217,2008)
cylinder-supply-sub-title: सेवाओं को प्राथमिकता xyxy=(467,1880,594,1899)
teaser-more[interactable]: ↗ अंदर के पृष्ठ पर xyxy=(983,131,1344,146)
vasai-quote: भाजपा नगरसेवक पंकज देशमुख ने नागरिकों से निवेदन किया है कि जो घबराहट का माहौल चल रहा है. उसकी वजह से कोई भी गुमराह न हो और गैस की ओवर बुकिंग न करें. उन्होंने कहा कि गैस सप्लाई पूरी तरह सामान्य है. इसमें किसी प्रकार की कोई कमी है . ना ही किसी प्रकार का प्रतिबंध लगाया गया है. xyxy=(1092,622,1482,663)
